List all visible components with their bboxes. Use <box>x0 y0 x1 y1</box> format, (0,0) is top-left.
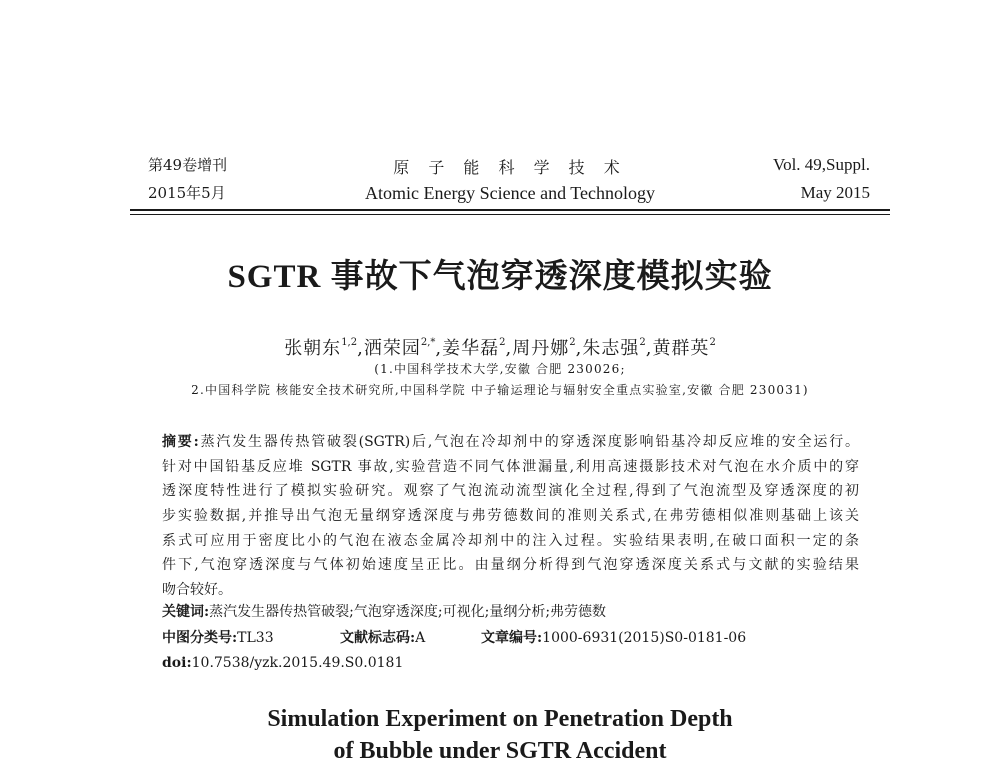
author-affiliation-marker: 2 <box>709 337 716 348</box>
header-rule-thick <box>130 209 890 211</box>
author-name: 洒荣园 <box>363 338 421 359</box>
doi-value: 10.7538/yzk.2015.49.S0.0181 <box>191 655 404 671</box>
doi-label: doi: <box>162 655 192 671</box>
affiliation-1: (1.中国科学技术大学,安徽 合肥 230026; <box>374 362 626 376</box>
abstract-line <box>162 430 859 455</box>
document-code-value: A <box>415 630 426 646</box>
author-name: 朱志强 <box>582 338 640 359</box>
author-name: 周丹娜 <box>512 338 570 359</box>
author-affiliation-marker: 2 <box>569 337 576 348</box>
abstract-line: 步实验数据,并推导出气泡无量纲穿透深度与弗劳德数间的准则关系式,在弗劳德相似准则基础上该关 <box>162 508 859 525</box>
abstract-line: 针对中国铅基反应堆 SGTR 事故,实验营造不同气体泄漏量,利用高速摄影技术对气泡在水介质中的穿 <box>162 458 859 475</box>
author-name: 姜华磊 <box>442 338 500 359</box>
author-separator: , <box>505 338 513 359</box>
abstract-line: 系式可应用于密度比小的气泡在液态金属冷却剂中的注入过程。实验结果表明,在破口面积一定的条 <box>162 532 859 549</box>
document-code <box>340 627 425 649</box>
paper-title-cn <box>0 256 1000 297</box>
clc-label: 中图分类号: <box>162 630 238 646</box>
author-separator: , <box>645 338 653 359</box>
author-affiliation-marker: 2,* <box>420 337 436 348</box>
clc-number <box>162 627 274 649</box>
article-number-label: 文章编号: <box>481 630 543 646</box>
abstract-label: 摘要: <box>162 434 199 450</box>
volume-cn: 第49卷增刊 <box>148 156 228 174</box>
abstract <box>162 430 859 603</box>
article-number-value: 1000-6931(2015)S0-0181-06 <box>542 630 747 646</box>
affiliation-2: 2.中国科学院 核能安全技术研究所,中国科学院 中子输运理论与辐射安全重点实验室,安徽 合肥 230031) <box>191 383 809 397</box>
author-name: 黄群英 <box>652 338 710 359</box>
author-separator: , <box>575 338 583 359</box>
title-cn-part: 事故下气泡穿透深度模拟实验 <box>330 256 773 295</box>
clc-value: TL33 <box>237 630 274 646</box>
abstract-line: 吻合较好。 <box>162 582 232 599</box>
journal-name-cn: 原 子 能 科 学 技 术 <box>393 158 627 177</box>
keywords-text: 蒸汽发生器传热管破裂;气泡穿透深度;可视化;量纲分析;弗劳德数 <box>209 604 607 620</box>
author-separator: , <box>435 338 443 359</box>
abstract-line: 件下,气泡穿透深度与气体初始速度呈正比。由量纲分析得到气泡穿透深度关系式与文献的实验结果 <box>162 557 859 574</box>
paper-title-en-line-2: of Bubble under SGTR Accident <box>333 738 667 764</box>
date-cn: 2015年5月 <box>148 184 226 202</box>
keywords-label: 关键词: <box>162 604 210 620</box>
author-separator: , <box>357 338 364 359</box>
header-rule-thin <box>130 214 890 215</box>
author-name: 张朝东 <box>284 338 342 359</box>
title-latin-part: SGTR <box>227 259 331 295</box>
abstract-line: 透深度特性进行了模拟实验研究。观察了气泡流动流型演化全过程,得到了气泡流型及穿透深度的初 <box>162 483 859 500</box>
journal-name-en: Atomic Energy Science and Technology <box>365 183 655 203</box>
author-affiliation-marker: 2 <box>499 337 506 348</box>
date-en: May 2015 <box>800 183 870 202</box>
author-list <box>0 333 1000 361</box>
article-number <box>481 627 746 649</box>
document-code-label: 文献标志码: <box>340 630 416 646</box>
author-affiliation-marker: 2 <box>639 337 646 348</box>
doi <box>162 652 403 674</box>
abstract-text: 蒸汽发生器传热管破裂(SGTR)后,气泡在冷却剂中的穿透深度影响铅基冷却反应堆的安全运行。 <box>198 434 859 450</box>
keywords <box>162 601 606 623</box>
author-affiliation-marker: 1,2 <box>341 337 358 348</box>
volume-en: Vol. 49,Suppl. <box>773 155 870 174</box>
paper-title-en-line-1: Simulation Experiment on Penetration Depth <box>267 706 733 732</box>
